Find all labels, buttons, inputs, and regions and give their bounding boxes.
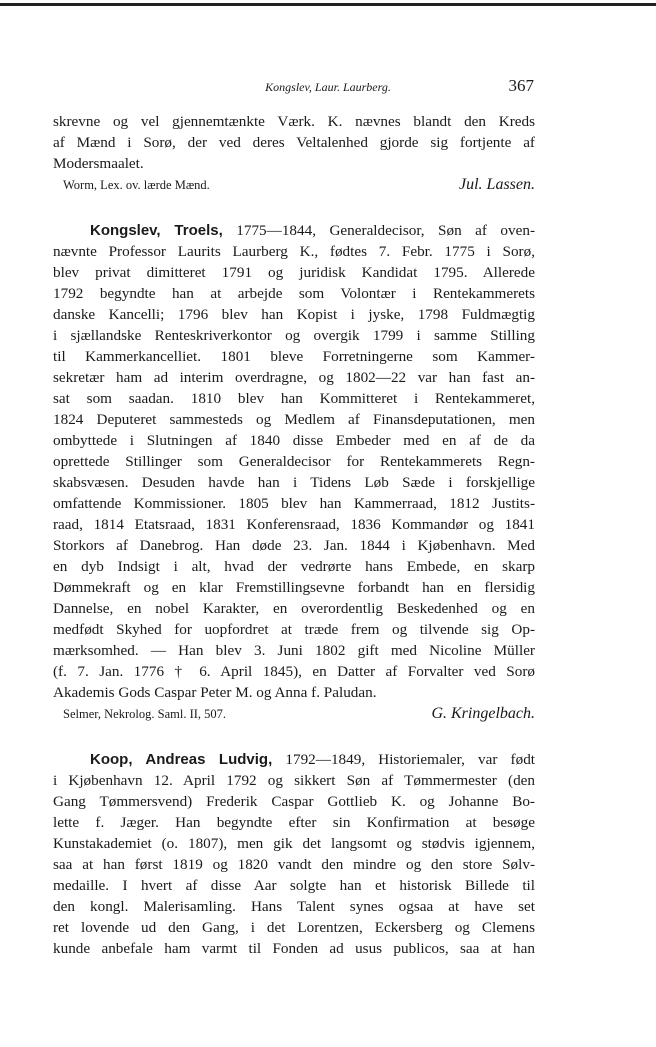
text-line: en dyb Indsigt i alt, hvad der vedrørte hans Embede, en skarp (53, 558, 535, 575)
text-line: kunde anbefale ham varmt til Fonden ad usus publicos, saa at han (53, 940, 535, 957)
text-line (53, 749, 535, 770)
text-line: omfattende Kommissioner. 1805 blev han Kammerraad, 1812 Justits- (53, 495, 535, 512)
text-line: sekretær ham ad interim overdragne, og 1802—22 var han fast an- (53, 369, 535, 386)
entry-name: Koop, Andreas Ludvig, (90, 751, 273, 768)
text-line: i Kjøbenhavn 12. April 1792 og sikkert Søn af Tømmermester (den (53, 772, 535, 789)
text-line: mærksomhed. — Han blev 3. Juni 1802 gift med Nicoline Müller (53, 642, 535, 659)
text-line: ombyttede i Slutningen af 1840 disse Embeder med en af de da (53, 432, 535, 449)
text-line: (f. 7. Jan. 1776 † 6. April 1845), en Datter af Forvalter ved Sorø (53, 663, 535, 680)
text-line: Akademis Gods Caspar Peter M. og Anna f. Paludan. (53, 684, 377, 701)
author-signature: G. Kringelbach. (431, 705, 535, 722)
text-line: skabsvæsen. Desuden havde han i Tidens Løb Sæde i forskjellige (53, 474, 535, 491)
text-line: skrevne og vel gjennemtænkte Værk. K. nævnes blandt den Kreds (53, 113, 535, 130)
page-number: 367 (508, 76, 534, 95)
text-line: ret lovende ud den Gang, i det Lorentzen, Eckersberg og Clemens (53, 919, 535, 936)
text-line (53, 220, 535, 241)
text-line: danske Kancelli; 1796 blev han Kopist i jyske, 1798 Fuldmægtig (53, 306, 535, 323)
text-line: 1792 begyndte han at arbejde som Volontær i Rentekammerets (53, 285, 535, 302)
text-line: af Mænd i Sorø, der ved deres Veltalenhed gjorde sig fortjente af (53, 134, 535, 151)
page-header (0, 76, 656, 100)
entry-continuation (53, 111, 535, 194)
source-reference: Selmer, Nekrolog. Saml. II, 507. (63, 707, 227, 721)
page-body (53, 111, 535, 959)
source-line (53, 176, 535, 194)
text-line: Storkors af Danebrog. Han døde 23. Jan. 1844 i Kjøbenhavn. Med (53, 537, 535, 554)
text-line: medfødt Skyhed for uopfordret at træde frem og tilvende sig Op- (53, 621, 535, 638)
top-rule (0, 3, 656, 6)
text-segment: 1775—1844, Generaldecisor, Søn af oven- (222, 222, 536, 239)
text-line: raad, 1814 Etatsraad, 1831 Konferensraad, 1836 Kommandør og 1841 (53, 516, 535, 533)
source-line (53, 705, 535, 723)
text-line: saa at han først 1819 og 1820 vandt den mindre og den store Sølv- (53, 856, 535, 873)
text-line: oprettede Stillinger som Generaldecisor for Rentekammerets Regn- (53, 453, 535, 470)
text-segment: 1792—1849, Historiemaler, var født (272, 751, 536, 768)
text-line: 1824 Deputeret sammesteds og Medlem af Finansdeputationen, men (53, 411, 535, 428)
text-line: nævnte Professor Laurits Laurberg K., fødtes 7. Febr. 1775 i Sorø, (53, 243, 535, 260)
running-head: Kongslev, Laur. Laurberg. (265, 80, 391, 94)
text-line: Modersmaalet. (53, 155, 144, 172)
author-signature: Jul. Lassen. (459, 176, 535, 193)
text-line: den kongl. Malerisamling. Hans Talent synes ogsaa at have set (53, 898, 535, 915)
text-line: Gang Tømmersvend) Frederik Caspar Gottlieb K. og Johanne Bo- (53, 793, 535, 810)
text-line: lette f. Jæger. Han begyndte efter sin Konfirmation at besøge (53, 814, 535, 831)
entry-kongslev-troels (53, 220, 535, 723)
text-line: medaille. I hvert af disse Aar solgte han et historisk Billede til (53, 877, 535, 894)
text-line: Dannelse, en nobel Karakter, en overordentlig Beskedenhed og en (53, 600, 535, 617)
entry-koop-andreas-ludvig (53, 749, 535, 959)
text-line: Dømmekraft og en klar Fremstillingsevne forbandt han en flersidig (53, 579, 535, 596)
text-line: til Kammerkancelliet. 1801 bleve Forretningerne som Kammer- (53, 348, 535, 365)
text-line: Kunstakademiet (o. 1807), men gik det langsomt og stødvis igjennem, (53, 835, 535, 852)
text-line: sat som saadan. 1810 blev han Kommitteret i Rentekammeret, (53, 390, 535, 407)
source-reference: Worm, Lex. ov. lærde Mænd. (63, 178, 210, 192)
entry-name: Kongslev, Troels, (90, 222, 223, 239)
text-line: i sjællandske Renteskriverkontor og overgik 1799 i samme Stilling (53, 327, 535, 344)
text-line: blev privat dimitteret 1791 og juridisk Kandidat 1795. Allerede (53, 264, 535, 281)
